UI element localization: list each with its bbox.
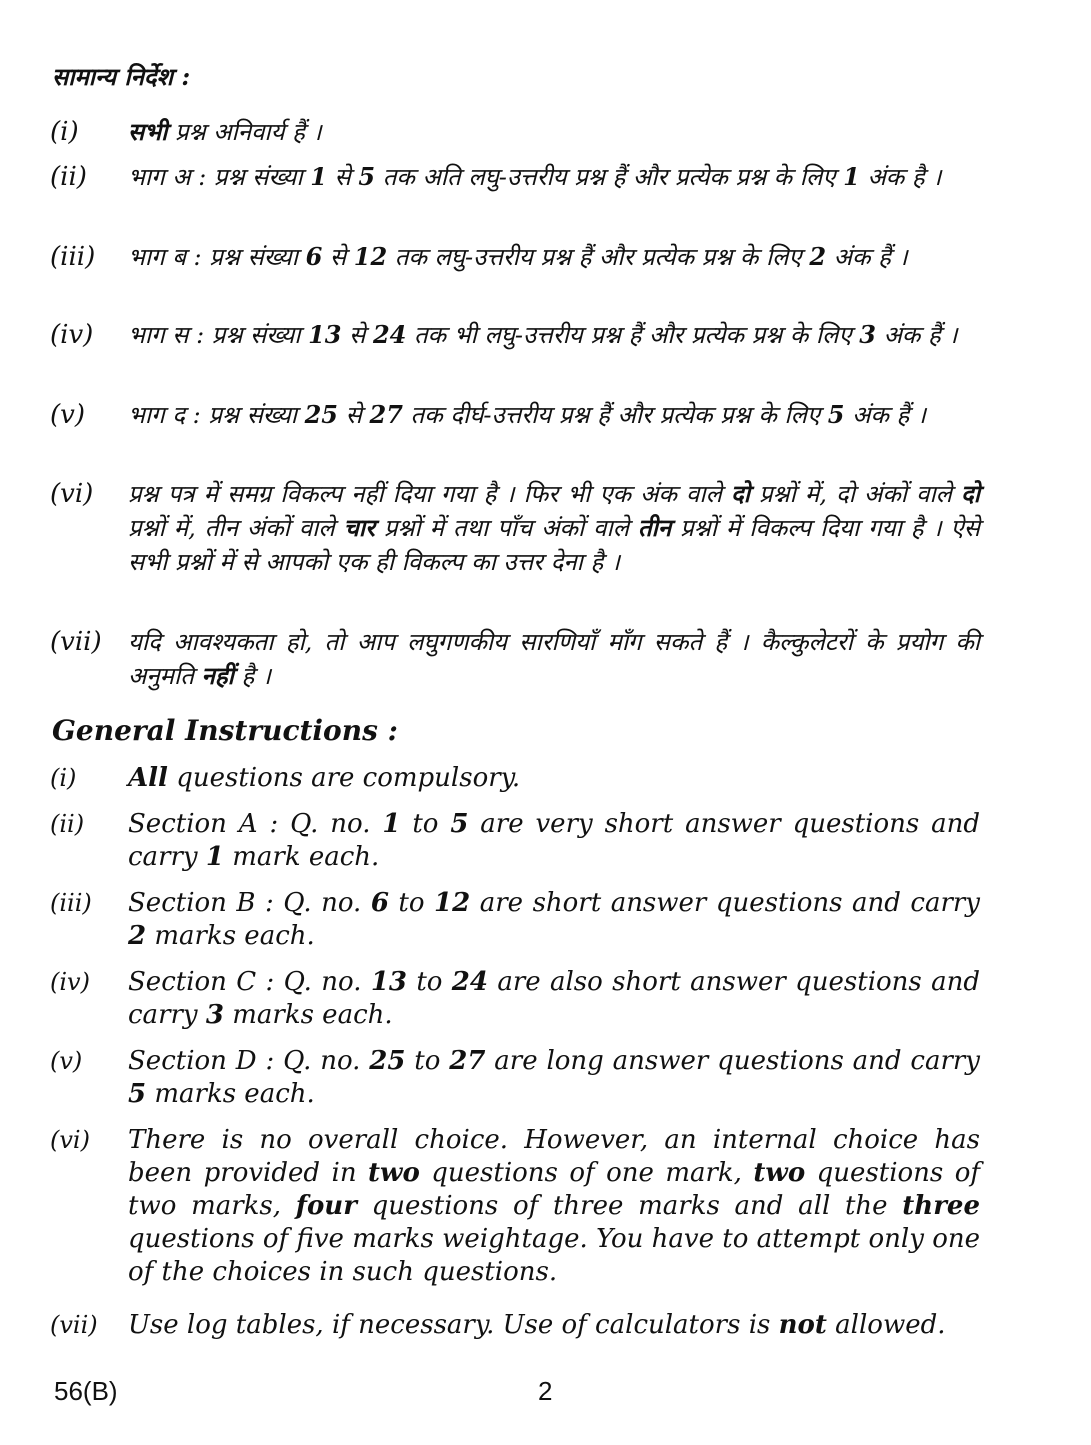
- item-number: (iii): [50, 242, 96, 272]
- emphasis-text: सभी: [128, 117, 168, 146]
- emphasis-text: 24: [372, 320, 407, 349]
- english-instruction-item: [50, 1045, 980, 1111]
- instruction-text: [128, 115, 980, 149]
- text-run: marks each.: [223, 1000, 393, 1030]
- text-run: यदि आवश्यकता हो, तो आप लघुगणकीय सारणियाँ माँग सकते हैं । कैल्कुलेटरों के प्रयोग की अनुमति: [128, 628, 980, 690]
- instruction-text: [128, 887, 980, 953]
- item-number: (ii): [50, 810, 85, 838]
- text-run: questions are compulsory.: [167, 763, 521, 793]
- text-run: are long answer questions and carry: [485, 1046, 980, 1076]
- text-run: questions of two marks,: [128, 1158, 980, 1221]
- text-run: तक अति लघु-उत्तरीय प्रश्न हैं और प्रत्येक प्रश्न के लिए: [375, 163, 844, 191]
- text-run: प्रश्न अनिवार्य हैं ।: [167, 118, 322, 146]
- text-run: Section A : Q. no.: [128, 809, 383, 839]
- item-number: (iv): [50, 968, 90, 996]
- emphasis-text: 2: [128, 921, 147, 951]
- emphasis-text: 5: [827, 400, 845, 429]
- text-run: to: [405, 1046, 450, 1076]
- text-run: प्रश्न पत्र में समग्र विकल्प नहीं दिया गया है । फिर भी एक अंक वाले: [128, 480, 731, 508]
- hindi-instruction-item: [50, 398, 980, 432]
- instruction-text: [128, 762, 980, 795]
- item-number: (iv): [50, 320, 94, 350]
- emphasis-text: 3: [859, 320, 876, 349]
- emphasis-text: 27: [449, 1046, 486, 1076]
- emphasis-text: दो: [961, 479, 980, 508]
- text-run: प्रश्नों में विकल्प दिया गया है । ऐसे सभी प्रश्नों में से आपको एक ही विकल्प का उत्तर देना है ।: [128, 514, 981, 576]
- emphasis-text: 2: [809, 242, 827, 271]
- item-number: (iii): [50, 889, 92, 917]
- emphasis-text: three: [902, 1191, 980, 1221]
- text-run: mark each.: [223, 842, 380, 872]
- instruction-text: [128, 1124, 980, 1289]
- text-run: अंक है ।: [859, 163, 942, 191]
- hindi-instruction-item: [50, 240, 980, 274]
- text-run: भाग ब : प्रश्न संख्या: [128, 243, 306, 271]
- instruction-text: [128, 625, 980, 693]
- emphasis-text: चार: [343, 513, 375, 542]
- emphasis-text: दो: [730, 479, 750, 508]
- text-run: से: [341, 321, 373, 349]
- text-run: भाग द : प्रश्न संख्या: [128, 401, 305, 429]
- emphasis-text: two: [368, 1158, 420, 1188]
- item-number: (v): [50, 400, 85, 430]
- text-run: प्रश्नों में, दो अंकों वाले: [749, 480, 962, 508]
- emphasis-text: 25: [304, 400, 339, 429]
- text-run: अंक हैं ।: [826, 243, 908, 271]
- emphasis-text: two: [753, 1158, 806, 1188]
- text-run: Section B : Q. no.: [128, 888, 371, 918]
- emphasis-text: 12: [353, 242, 388, 271]
- text-run: है ।: [233, 662, 271, 690]
- item-number: (ii): [50, 162, 87, 192]
- item-number: (vi): [50, 479, 94, 509]
- text-run: से: [326, 163, 359, 191]
- text-run: to: [407, 967, 452, 997]
- text-run: अंक हैं ।: [844, 401, 926, 429]
- general-instructions-heading: General Instructions :: [52, 714, 398, 747]
- text-run: प्रश्नों में, तीन अंकों वाले: [128, 514, 344, 542]
- instruction-text: [128, 477, 980, 579]
- emphasis-text: 12: [434, 888, 471, 918]
- text-run: are also short answer questions and carry: [128, 967, 980, 1030]
- english-instruction-item: [50, 808, 980, 874]
- hindi-instruction-item: [50, 115, 980, 149]
- english-instruction-item: [50, 1124, 980, 1289]
- page-number: 2: [538, 1376, 553, 1406]
- item-number: (i): [50, 117, 79, 147]
- instruction-text: [128, 1045, 980, 1111]
- english-instruction-item: [50, 1309, 980, 1342]
- instruction-text: [128, 808, 980, 874]
- english-instruction-item: [50, 762, 980, 795]
- english-instruction-item: [50, 966, 980, 1032]
- emphasis-text: तीन: [637, 513, 672, 542]
- emphasis-text: 1: [843, 162, 860, 191]
- emphasis-text: नहीं: [201, 661, 234, 690]
- emphasis-text: 24: [451, 967, 488, 997]
- emphasis-text: 6: [370, 888, 389, 918]
- text-run: allowed.: [826, 1310, 946, 1340]
- text-run: marks each.: [146, 1079, 315, 1109]
- emphasis-text: All: [128, 763, 168, 793]
- instruction-text: [128, 398, 980, 432]
- text-run: Section D : Q. no.: [128, 1046, 370, 1076]
- text-run: प्रश्नों में तथा पाँच अंकों वाले: [374, 514, 638, 542]
- emphasis-text: 13: [308, 320, 342, 349]
- text-run: There is no overall choice. However, an internal choice has been provided in: [128, 1125, 980, 1188]
- hindi-instructions-heading: सामान्य निर्देश :: [52, 62, 191, 91]
- instruction-text: [128, 318, 980, 352]
- text-run: से: [322, 243, 354, 271]
- text-run: marks each.: [146, 921, 315, 951]
- instruction-text: [128, 1309, 980, 1342]
- text-run: to: [388, 888, 435, 918]
- text-run: तक लघु-उत्तरीय प्रश्न हैं और प्रत्येक प्रश्न के लिए: [387, 243, 810, 271]
- item-number: (v): [50, 1047, 83, 1075]
- item-number: (vii): [50, 627, 102, 657]
- text-run: अंक हैं ।: [875, 321, 958, 349]
- emphasis-text: 5: [358, 162, 376, 191]
- text-run: से: [338, 401, 370, 429]
- emphasis-text: 5: [450, 809, 469, 839]
- emphasis-text: 3: [205, 1000, 224, 1030]
- text-run: Use log tables, if necessary. Use of calculators is: [128, 1310, 779, 1340]
- text-run: भाग स : प्रश्न संख्या: [128, 321, 309, 349]
- emphasis-text: 13: [370, 967, 407, 997]
- hindi-instruction-item: [50, 160, 980, 194]
- text-run: are short answer questions and carry: [470, 888, 980, 918]
- emphasis-text: 25: [369, 1046, 406, 1076]
- item-number: (vii): [50, 1311, 98, 1339]
- emphasis-text: 1: [382, 809, 401, 839]
- item-number: (i): [50, 764, 77, 792]
- item-number: (vi): [50, 1126, 90, 1154]
- emphasis-text: 27: [369, 400, 403, 429]
- emphasis-text: 5: [128, 1079, 147, 1109]
- english-instruction-item: [50, 887, 980, 953]
- paper-code: 56(B): [54, 1376, 118, 1406]
- hindi-instruction-item: [50, 318, 980, 352]
- emphasis-text: four: [295, 1191, 357, 1221]
- text-run: questions of three marks and all the: [356, 1191, 903, 1221]
- instruction-text: [128, 966, 980, 1032]
- instruction-text: [128, 160, 980, 194]
- emphasis-text: 1: [310, 162, 327, 191]
- text-run: questions of five marks weightage. You have to attempt only one of the choices in such questions.: [128, 1224, 980, 1287]
- text-run: to: [400, 809, 451, 839]
- emphasis-text: 6: [305, 242, 323, 271]
- text-run: तक भी लघु-उत्तरीय प्रश्न हैं और प्रत्येक प्रश्न के लिए: [406, 321, 860, 349]
- instruction-text: [128, 240, 980, 274]
- emphasis-text: 1: [205, 842, 224, 872]
- text-run: Section C : Q. no.: [128, 967, 371, 997]
- hindi-instruction-item: [50, 625, 980, 693]
- text-run: are very short answer questions and carry: [128, 809, 981, 872]
- hindi-instruction-item: [50, 477, 980, 579]
- text-run: questions of one mark,: [419, 1158, 754, 1188]
- text-run: तक दीर्घ-उत्तरीय प्रश्न हैं और प्रत्येक प्रश्न के लिए: [402, 401, 828, 429]
- text-run: भाग अ : प्रश्न संख्या: [128, 163, 311, 191]
- emphasis-text: not: [778, 1310, 827, 1340]
